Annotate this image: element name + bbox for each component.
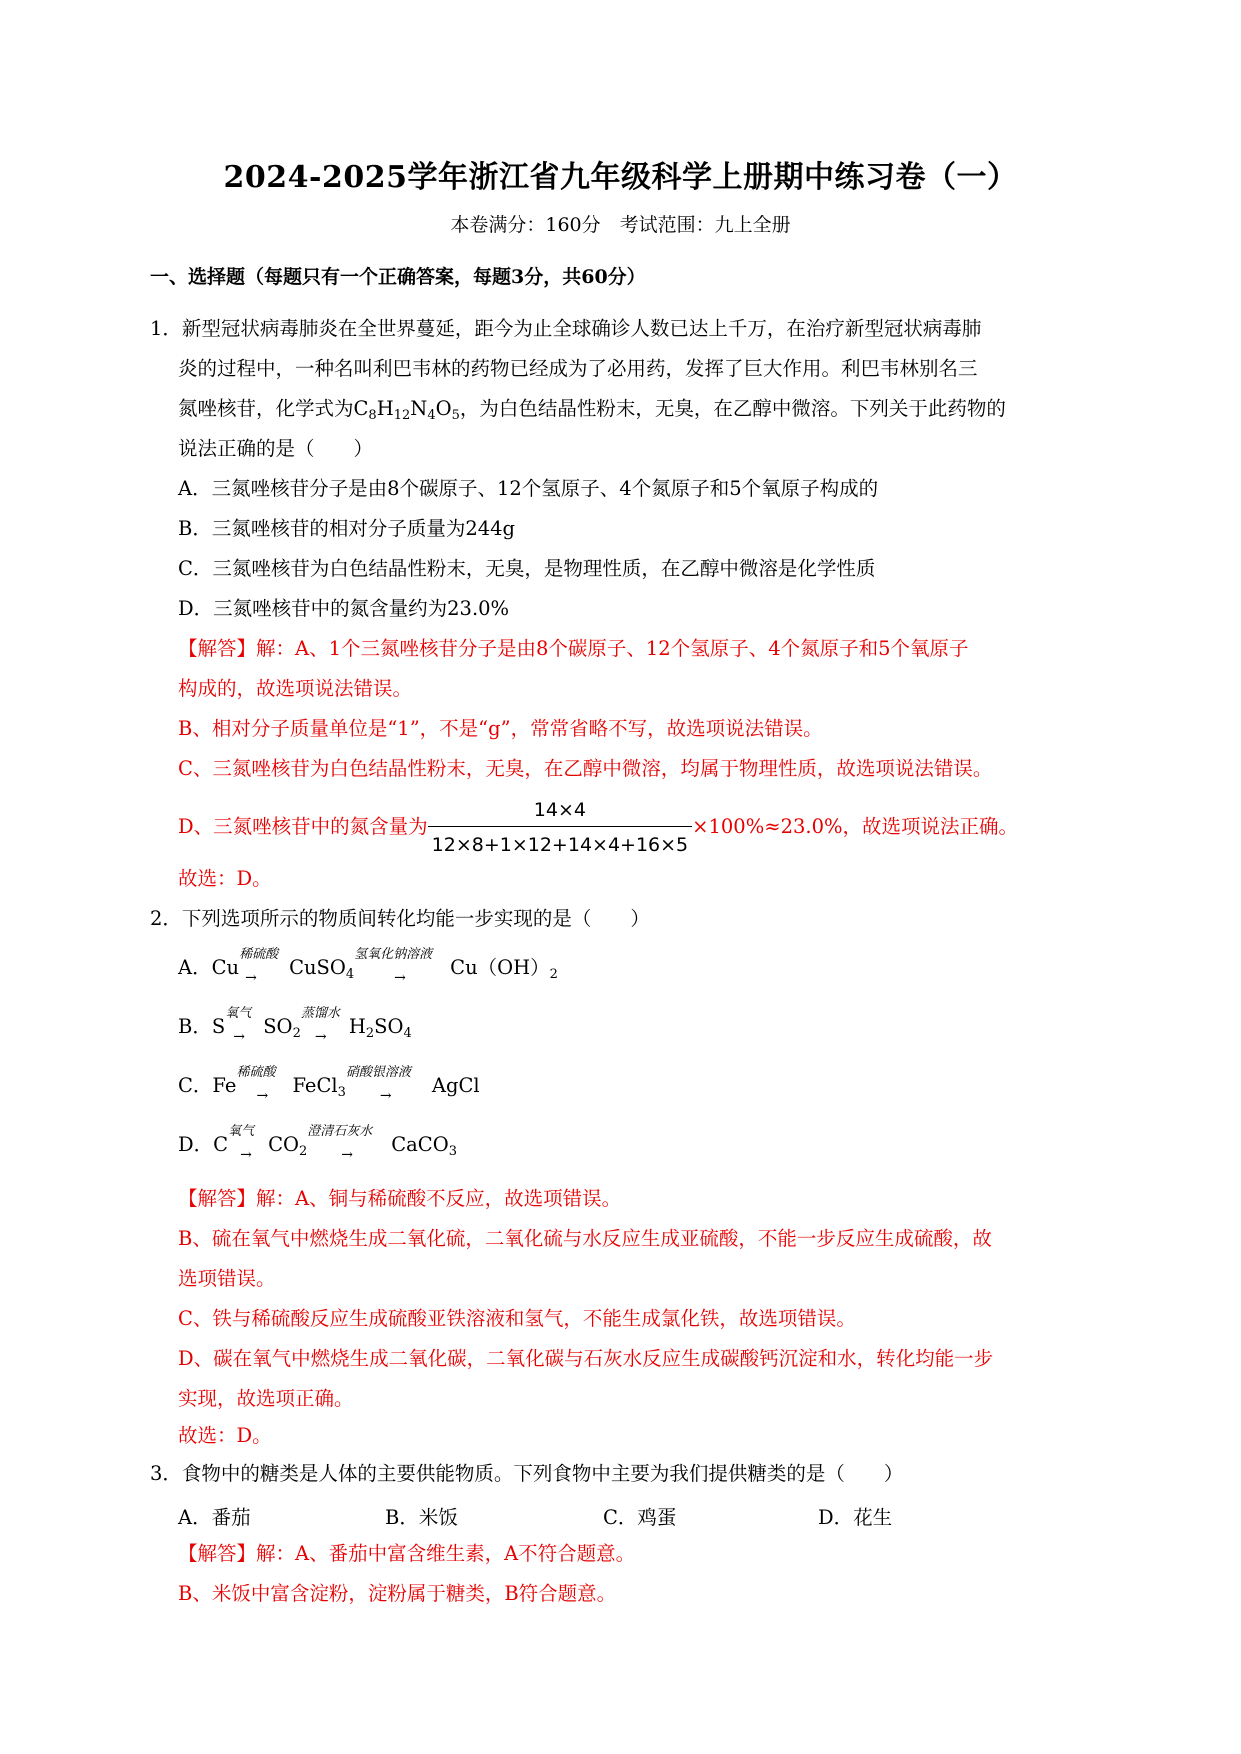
- q1-answer-line-1: 【解答】解：A、1个三氮唑核苷分子是由8个碳原子、12个氢原子、4个氮原子和5个氧原子: [178, 637, 969, 660]
- q2-answer-line-2: B、硫在氧气中燃烧生成二氧化硫，二氧化硫与水反应生成亚硫酸，不能一步反应生成硫酸，故: [178, 1227, 992, 1250]
- q1-stem-line-3: 氮唑核苷，化学式为$C_8H_{12}N_4O_5$，为白色结晶性粉末，无臭，在乙醇中微溶。下列关于此药物的: [178, 397, 1006, 423]
- reaction-arrow: 硝酸银溶液 →: [345, 1064, 411, 1104]
- q1-answer-line-2: 构成的，故选项说法错误。: [178, 677, 413, 700]
- reaction-arrow: 稀硫酸 →: [236, 1064, 276, 1104]
- q2-answer-line-3: 选项错误。: [178, 1267, 276, 1290]
- reaction-arrow: 氢氧化钠溶液 →: [354, 946, 433, 986]
- q1-answer-line-3: B、相对分子质量单位是“1”，不是“g”，常常省略不写，故选项说法错误。: [178, 717, 823, 740]
- nitrogen-fraction: $\frac{14\times 4}{12\times 8+1\times 12+14\times 4+16\times 5}$: [428, 798, 693, 857]
- q1-stem-line-4: 说法正确的是（ ）: [178, 437, 374, 460]
- q1-answer-line-4: C、三氮唑核苷为白色结晶性粉末，无臭，在乙醇中微溶，均属于物理性质，故选项说法错误。: [178, 757, 993, 780]
- q3-answer-line-1: 【解答】解：A、番茄中富含维生素，A不符合题意。: [178, 1542, 636, 1565]
- page-subtitle: 本卷满分：160分 考试范围：九上全册: [450, 214, 791, 236]
- q1-stem-line-2: 炎的过程中，一种名叫利巴韦林的药物已经成为了必用药，发挥了巨大作用。利巴韦林别名三: [178, 357, 978, 380]
- q1-option-c: C．三氮唑核苷为白色结晶性粉末，无臭，是物理性质，在乙醇中微溶是化学性质: [178, 557, 876, 580]
- q1-option-a: A．三氮唑核苷分子是由8个碳原子、12个氢原子、4个氮原子和5个氧原子构成的: [178, 477, 879, 500]
- q2-option-c: C．Fe 稀硫酸 → FeCl$_3$ 硝酸银溶液 → AgCl: [178, 1064, 480, 1104]
- q2-answer-line-1: 【解答】解：A、铜与稀硫酸不反应，故选项错误。: [178, 1187, 622, 1210]
- q3-option-c: C．鸡蛋: [603, 1506, 677, 1529]
- q3-option-a: A．番茄: [178, 1506, 251, 1529]
- reaction-arrow: 蒸馏水 →: [300, 1005, 340, 1045]
- reaction-arrow: 氧气 →: [228, 1123, 255, 1163]
- q3-option-d: D．花生: [818, 1506, 893, 1529]
- q2-option-a: A．Cu 稀硫酸 → CuSO$_4$ 氢氧化钠溶液 → $Cu(OH)_2$: [178, 946, 558, 986]
- q1-choose: 故选：D。: [178, 867, 272, 890]
- q2-answer-line-6: 实现，故选项正确。: [178, 1387, 354, 1410]
- reaction-arrow: 稀硫酸 →: [239, 946, 279, 986]
- q2-option-b: B．S 氧气 → $SO_2$ 蒸馏水 → $H_2SO_4$: [178, 1005, 412, 1045]
- q3-option-b: B．米饭: [385, 1506, 458, 1529]
- q1-stem-line-1: 1．新型冠状病毒肺炎在全世界蔓延，距今为止全球确诊人数已达上千万，在治疗新型冠状病毒肺: [150, 317, 982, 340]
- q1-option-b: B．三氮唑核苷的相对分子质量为244g: [178, 517, 516, 540]
- reaction-arrow: 澄清石灰水 →: [307, 1123, 373, 1163]
- page-title: 2024-2025学年浙江省九年级科学上册期中练习卷（一）: [223, 160, 1018, 195]
- q1-answer-line-5: D、三氮唑核苷中的氮含量为 $\frac{14\times 4}{12\times 8+1\times 12+14\times 4+16\times 5}$ ×100%≈23.0%，故选项说法正确。: [178, 799, 1019, 856]
- reaction-arrow: 氧气 →: [225, 1005, 252, 1045]
- q3-stem: 3．食物中的糖类是人体的主要供能物质。下列食物中主要为我们提供糖类的是（ ）: [150, 1462, 904, 1485]
- q2-answer-line-4: C、铁与稀硫酸反应生成硫酸亚铁溶液和氢气，不能生成氯化铁，故选项错误。: [178, 1307, 856, 1330]
- section-heading: 一、选择题（每题只有一个正确答案，每题3分，共60分）: [150, 266, 646, 288]
- q2-choose: 故选：D。: [178, 1424, 272, 1447]
- q2-stem: 2．下列选项所示的物质间转化均能一步实现的是（ ）: [150, 907, 650, 930]
- q2-option-d: D．C 氧气 → $CO_2$ 澄清石灰水 → CaCO$_3$: [178, 1123, 457, 1163]
- q2-answer-line-5: D、碳在氧气中燃烧生成二氧化碳，二氧化碳与石灰水反应生成碳酸钙沉淀和水，转化均能一步: [178, 1347, 994, 1370]
- q3-answer-line-2: B、米饭中富含淀粉，淀粉属于糖类，B符合题意。: [178, 1582, 617, 1605]
- q1-option-d: D．三氮唑核苷中的氮含量约为23.0%: [178, 597, 510, 620]
